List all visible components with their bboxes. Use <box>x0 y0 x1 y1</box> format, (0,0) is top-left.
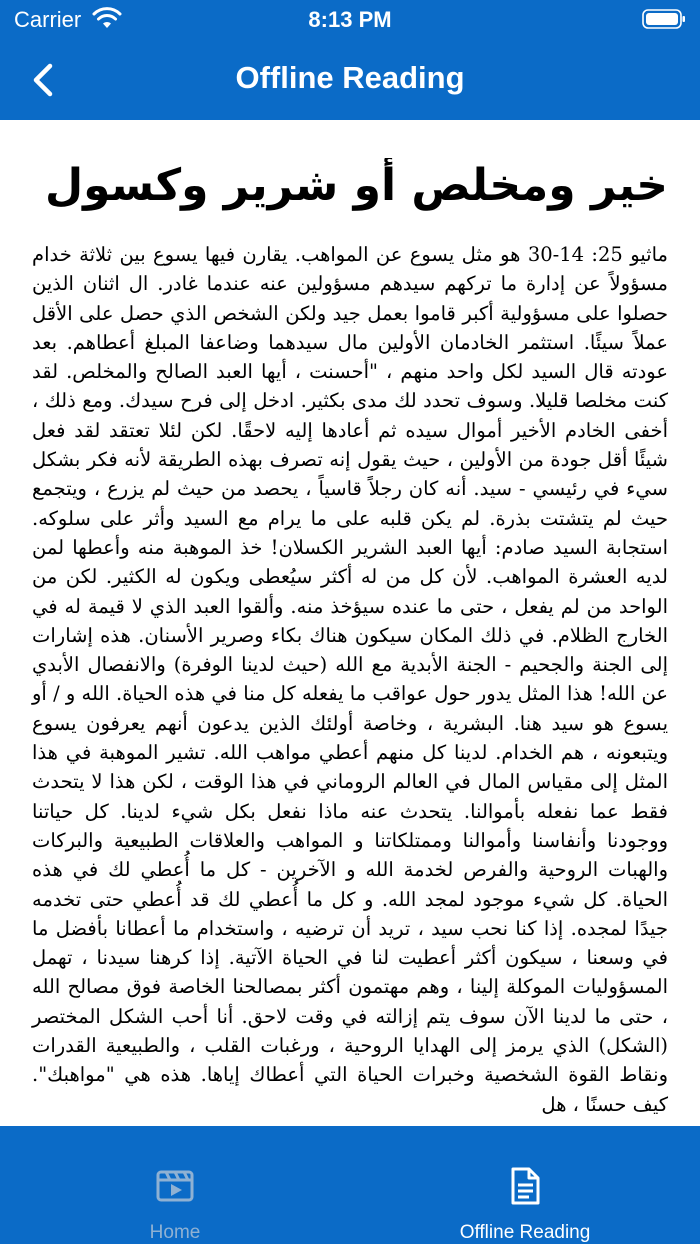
tab-offline-reading-label: Offline Reading <box>459 1222 591 1243</box>
clock-time: 8:13 PM <box>308 7 392 32</box>
document-icon <box>505 1166 545 1206</box>
film-icon <box>155 1166 195 1206</box>
article-content[interactable] <box>0 120 700 1126</box>
status-bar <box>0 0 700 40</box>
battery-icon <box>642 9 686 29</box>
page-title: Offline Reading <box>235 60 465 95</box>
navigation-bar <box>0 40 700 120</box>
article-body: ماثيو 25: 14-30 هو مثل يسوع عن المواهب. يقارن فيها يسوع بين ثلاثة خدام مسؤولاً عن إدارة ما تركهم سيدهم مسؤولين عنه عندما غادر. ال اثنان الذين حصلوا على مسؤولية أكبر قاموا بعمل جيد ولكن الشخص الذي حصل على الأقل عملاً سيئًا. استثمر الخادمان الأولين مال سيدهما وضاعفا المبلغ أعطاهم. بعد عودته قال السيد لكل واحد منهم ، "أحسنت ، أيها العبد الصالح والمخلص. لقد كنت مخلصا قليلا. وسوف تحدد لك مدى بكثير. ادخل إلى فرح سيدك. ومع ذلك ، أخفى الخادم الأخير أموال سيده ثم أعادها إليه لاحقًا. لكن لئلا تعتقد لقد فعل شيئًا أقل جودة من الأولين ، حيث يقول إنه تصرف بهذه الطريقة لأنه فكر بشكل سيء في رئيسي - سيد. أنه كان رجلاً قاسياً ، يحصد من حيث لم يزرع ، ويتجمع حيث لم يتشتت بذرة. لم يكن قلبه على ما يرام مع السيد وأثر على سلوكه. استجابة السيد صادم: أيها العبد الشرير الكسلان! خذ الموهبة منه وأعطها لمن لديه العشرة المواهب. لأن كل من له أكثر سيُعطى ويكون له الكثير. لكن من الواحد من لم يفعل ، حتى ما عنده سيؤخذ منه. وألقوا العبد الذي لا قيمة له في الخارج الظلام. في ذلك المكان سيكون هناك بكاء وصرير الأسنان. هذه إشارات إلى الجنة والجحيم - الجنة الأبدية مع الله (حيث لدينا الوفرة) والانفصال الأبدي عن الله! هذا المثل يدور حول عواقب ما يفعله كل منا في هذه الحياة. الله و / أو يسوع هو سيد هنا. البشرية ، وخاصة أولئك الذين يدعون أنهم يعرفون يسوع ويتبعونه ، هم الخدام. لدينا كل منهم أعطي مواهب الله. تشير الموهبة في هذا المثل إلى مقياس المال في العالم الروماني في هذا الوقت ، لكن هذا لا يتحدث فقط عما نفعله بأموالنا. يتحدث عنه ماذا نفعل بكل شيء لدينا. كل حياتنا ووجودنا وأنفاسنا وأموالنا وممتلكاتنا و المواهب والعلاقات الطبيعية والبركات والهبات الروحية والفرص لخدمة الله و الآخرين - كل ما أُعطي لك في هذه الحياة. كل شيء موجود لمجد الله. و كل ما أُعطي لك قد أُعطي حتى تخدمه جيدًا لمجده. إذا كنا نحب سيد ، تريد أن ترضيه ، واستخدام ما أعطانا بأفضل ما في وسعنا ، سيكون أكثر أعطيت لنا في الحياة الآتية. إذا كرهنا سيدنا ، تهمل المسؤوليات الموكلة إلينا ، وهم مهتمون أكثر بمصالحنا الخاصة فوق مصالح الله ، حتى ما لدينا الآن سوف يتم إزالته في وقت لاحق. أنا أحب الشكل المختصر (الشكل) الذي يرمز إلى الهدايا الروحية ، ورغبات القلب ، والطبيعية القدرات ونقاط القوة الشخصية وخبرات الحياة التي أعطاك إياها. هذه هي "مواهبك". كيف حسنًا ، هل <box>32 243 668 1116</box>
article-title: خير ومخلص أو شرير وكسول <box>44 160 668 211</box>
tab-offline-reading[interactable] <box>350 1126 700 1244</box>
tab-home[interactable] <box>0 1126 350 1244</box>
tab-home-label: Home <box>149 1222 201 1243</box>
carrier-label: Carrier <box>14 7 82 32</box>
top-bar <box>0 0 700 120</box>
tab-bar <box>0 1126 700 1244</box>
